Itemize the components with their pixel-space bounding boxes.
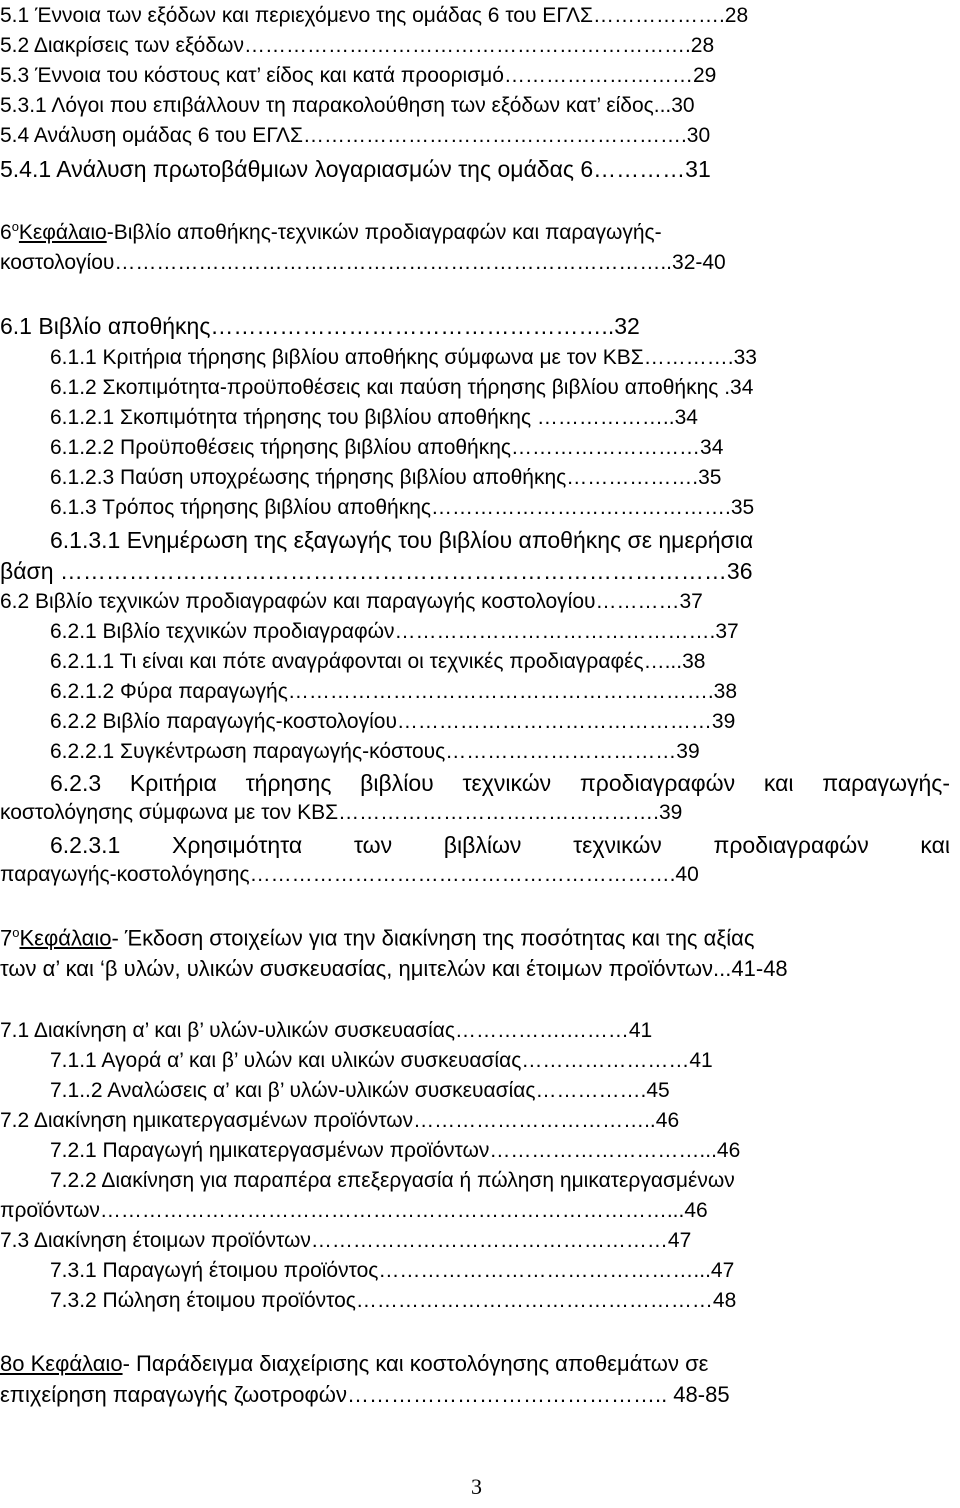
toc-entry-6-1-3[interactable]: 6.1.3 Τρόπος τήρησης βιβλίου αποθήκης…………………………………….35 — [50, 496, 755, 519]
chapter-7-title: - Έκδοση στοιχείων για την διακίνηση της ποσότητας και της αξίας — [111, 925, 755, 951]
chapter-8-heading — [0, 1353, 708, 1375]
toc-entry-5-1[interactable]: 5.1 Έννοια των εξόδων και περιεχόμενο της ομάδας 6 του ΕΓΛΣ……………….28 — [0, 4, 749, 27]
toc-entry-6-1-2-2[interactable]: 6.1.2.2 Προϋποθέσεις τήρησης βιβλίου αποθήκης………………………34 — [50, 436, 724, 459]
toc-entry-6-1-3-1[interactable]: 6.1.3.1 Ενημέρωση της εξαγωγής του βιβλίου αποθήκης σε ημερήσια — [50, 527, 754, 553]
toc-entry-6-1-2-3[interactable]: 6.1.2.3 Παύση υποχρέωσης τήρησης βιβλίου αποθήκης……………….35 — [50, 466, 722, 489]
chapter-6-number: 6 — [0, 221, 12, 244]
toc-entry-5-2[interactable]: 5.2 Διακρίσεις των εξόδων……………………………………………………….28 — [0, 34, 715, 57]
toc-entry-7-1-1[interactable]: 7.1.1 Αγορά α’ και β’ υλών και υλικών συσκευασίας……………………41 — [50, 1049, 713, 1072]
toc-entry-5-4-1[interactable]: 5.4.1 Ανάλυση πρωτοβάθμιων λογαριασμών της ομάδας 6…………31 — [0, 156, 711, 182]
toc-entry-5-4[interactable]: 5.4 Ανάλυση ομάδας 6 του ΕΓΛΣ……………………………………………….30 — [0, 124, 711, 147]
page-number: 3 — [471, 1474, 482, 1499]
toc-entry-6-2-2[interactable]: 6.2.2 Βιβλίο παραγωγής-κοστολογίου………………………………………39 — [50, 710, 736, 733]
toc-entry-7-3-2[interactable]: 7.3.2 Πώληση έτοιμου προϊόντος……………………………………………48 — [50, 1289, 737, 1312]
toc-entry-6-1-3-1-continued[interactable]: βάση ……………………………………………………………………………36 — [0, 558, 753, 584]
chapter-8-link[interactable]: 8ο Κεφάλαιο — [0, 1351, 123, 1376]
toc-entry-7-2-2-continued[interactable]: προϊόντων………………………………………………………………………...46 — [0, 1199, 708, 1222]
toc-entry-6-1-2-1[interactable]: 6.1.2.1 Σκοπιμότητα τήρησης του βιβλίου αποθήκης ………………..34 — [50, 406, 698, 429]
toc-entry-6-1[interactable]: 6.1 Βιβλίο αποθήκης……………………………………………..32 — [0, 313, 640, 339]
toc-entry-6-2-3-continued[interactable]: κοστολόγησης σύμφωνα με τον ΚΒΣ……………………………………….39 — [0, 801, 683, 824]
toc-entry-5-3-1[interactable]: 5.3.1 Λόγοι που επιβάλλουν τη παρακολούθηση των εξόδων κατ’ είδος...30 — [0, 94, 695, 117]
toc-entry-6-2[interactable]: 6.2 Βιβλίο τεχνικών προδιαγραφών και παραγωγής κοστολογίου…………37 — [0, 590, 703, 613]
toc-entry-6-2-3-1[interactable]: 6.2.3.1 Χρησιμότητα των βιβλίων τεχνικών προδιαγραφών και — [50, 832, 950, 858]
chapter-7-title-continued: των α’ και ‘β υλών, υλικών συσκευασίας, ημιτελών και έτοιμων προϊόντων...41-48 — [0, 956, 788, 981]
chapter-6-title-continued: κοστολογίου……………………………………………………………………..32-40 — [0, 251, 726, 274]
chapter-6-ordinal: ο — [11, 219, 19, 234]
chapter-7-heading — [0, 926, 754, 949]
chapter-6-title: -Βιβλίο αποθήκης-τεχνικών προδιαγραφών και παραγωγής- — [106, 221, 662, 244]
toc-entry-6-2-3[interactable]: 6.2.3 Κριτήρια τήρησης βιβλίου τεχνικών προδιαγραφών και παραγωγής- — [50, 770, 950, 796]
chapter-8-title: - Παράδειγμα διαχείρισης και κοστολόγησης αποθεμάτων σε — [122, 1351, 709, 1376]
toc-entry-7-3-1[interactable]: 7.3.1 Παραγωγή έτοιμου προϊόντος………………………………………...47 — [50, 1259, 735, 1282]
toc-entry-6-2-2-1[interactable]: 6.2.2.1 Συγκέντρωση παραγωγής-κόστους……………………………39 — [50, 740, 700, 763]
toc-entry-7-1-2[interactable]: 7.1..2 Αναλώσεις α’ και β’ υλών-υλικών συσκευασίας…………….45 — [50, 1079, 670, 1102]
toc-entry-6-1-1[interactable]: 6.1.1 Κριτήρια τήρησης βιβλίου αποθήκης σύμφωνα με τον ΚΒΣ………….33 — [50, 346, 757, 369]
toc-entry-6-1-2[interactable]: 6.1.2 Σκοπιμότητα-προϋποθέσεις και παύση τήρησης βιβλίου αποθήκης .34 — [50, 376, 754, 399]
chapter-7-ordinal: ο — [12, 925, 20, 940]
toc-entry-6-2-1-2[interactable]: 6.2.1.2 Φύρα παραγωγής…………………………………………………….38 — [50, 680, 738, 703]
toc-entry-7-2-2[interactable]: 7.2.2 Διακίνηση για παραπέρα επεξεργασία ή πώληση ημικατεργασμένων — [50, 1169, 735, 1192]
chapter-7-link[interactable]: Κεφάλαιο — [19, 925, 112, 951]
chapter-8-title-continued: επιχείρηση παραγωγής ζωοτροφών…………………………………….. 48-85 — [0, 1382, 730, 1407]
toc-entry-6-2-1[interactable]: 6.2.1 Βιβλίο τεχνικών προδιαγραφών……………………………………….37 — [50, 620, 739, 643]
toc-entry-7-3[interactable]: 7.3 Διακίνηση έτοιμων προϊόντων……………………………………………47 — [0, 1229, 692, 1252]
toc-entry-5-3[interactable]: 5.3 Έννοια του κόστους κατ’ είδος και κατά προορισμό………………………29 — [0, 64, 717, 87]
toc-entry-6-2-3-1-continued[interactable]: παραγωγής-κοστολόγησης…………………………………………………….40 — [0, 863, 699, 886]
toc-entry-6-2-1-1[interactable]: 6.2.1.1 Τι είναι και πότε αναγράφονται οι τεχνικές προδιαγραφές…...38 — [50, 650, 706, 673]
toc-entry-7-2-1[interactable]: 7.2.1 Παραγωγή ημικατεργασμένων προϊόντων…………………………...46 — [50, 1139, 741, 1162]
chapter-6-link[interactable]: Κεφάλαιο — [18, 221, 107, 244]
chapter-7-number: 7 — [0, 925, 13, 951]
toc-entry-7-2[interactable]: 7.2 Διακίνηση ημικατεργασμένων προϊόντων……………………………..46 — [0, 1109, 680, 1132]
chapter-6-heading — [0, 220, 662, 243]
toc-entry-7-1[interactable]: 7.1 Διακίνηση α’ και β’ υλών-υλικών συσκευασίας…………….………41 — [0, 1019, 653, 1042]
